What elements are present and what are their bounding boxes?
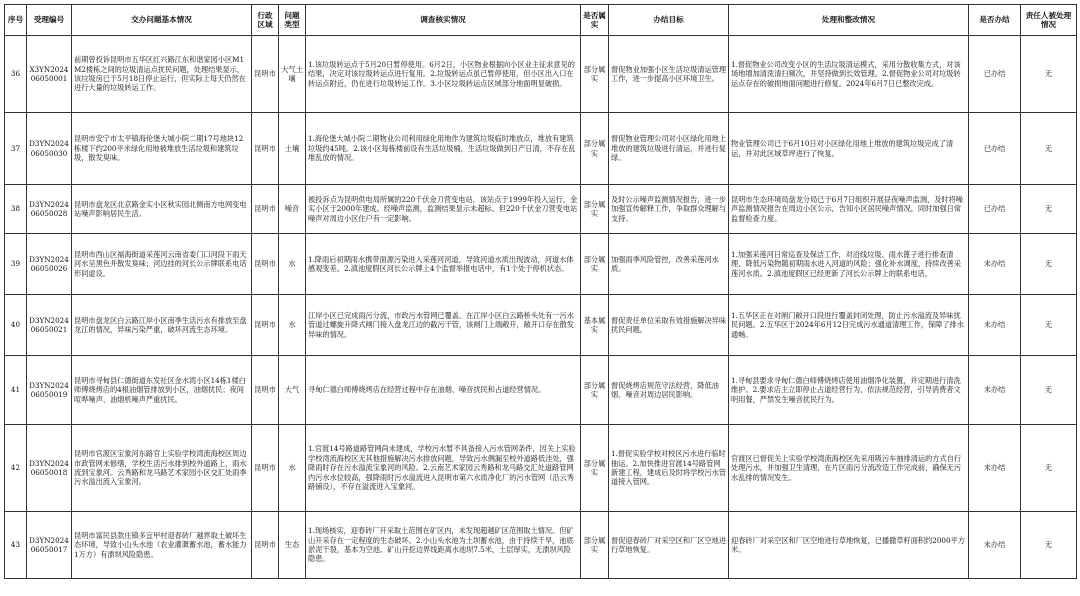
cell-basic: 昆明市盘龙区北京路金实小区秋实园北侧南方电网变电站噪声影响居民生活。: [72, 185, 252, 234]
cell-accountability: 无: [1021, 185, 1077, 234]
cell-closed: 已办结: [969, 36, 1021, 113]
table-row: [5, 295, 1077, 356]
cell-investigation: 1.官渡14号路道路管网尚未建成，学校污水暂不具备接入污水管网条件，因关上实验学校湾流海校区无其他措施解决污水排放问题，导致污水侧漏至校外道路低洼处，强降雨时存在污水溢流宝象河的风险。2.云南艺术家园云秀路和龙马路交汇处道路管网内污水水位较高，强降雨时污水溢流进入昆明市第六水质净化厂的污水管网（沿云秀路铺设），不存在溢流进入宝象河。: [306, 425, 581, 512]
cell-verified: 部分属实: [581, 425, 609, 512]
cell-accountability: 无: [1021, 356, 1077, 425]
cell-verified: 部分属实: [581, 185, 609, 234]
table-row: [5, 234, 1077, 295]
cell-code: X3YN2024 06050001: [27, 36, 72, 113]
cell-rectification: 1.加强采莲河日常巡查及保洁工作，对沿线垃圾、雨水篦子进行排查清理，降低污染物随初期雨水进入河道的风险；强化补水调度，持续改善采莲河水质。2.滇池度假区已经更新了河长公示牌上的联系电话。: [729, 234, 969, 295]
cell-no: 37: [5, 113, 27, 185]
cell-closed: 未办结: [969, 234, 1021, 295]
cell-goal: 1.督促实验学校对校区污水进行临时抽运。2.加快推进官渡14号路管网新建工程，建成后及时将学校污水管道接入管网。: [609, 425, 729, 512]
cell-type: 水: [279, 295, 306, 356]
cell-region: 昆明市: [252, 425, 279, 512]
cell-type: 大气土壤: [279, 36, 306, 113]
table-row: [5, 113, 1077, 185]
cell-no: 40: [5, 295, 27, 356]
case-table: [4, 4, 1077, 579]
cell-region: 昆明市: [252, 356, 279, 425]
cell-rectification: 物业管理公司已于6月10日对小区绿化用地上堆放的建筑垃圾完成了清运，并对此区域草坪进行了恢复。: [729, 113, 969, 185]
cell-code: D3YN2024 06050018: [27, 425, 72, 512]
header-no: 序号: [5, 5, 27, 36]
cell-investigation: 1.现场核实，迎春砖厂开采取土范围在矿区内，未发现超越矿区范围取土情况。但矿山开采存在一定程度的生态破坏。2.小山头水池为土坝蓄水池，由于持续干旱，池底淤泥干裂，基本为空池。矿山开挖边界线距离水池坝7.5米，土层厚实，无溃坝风险隐患。: [306, 512, 581, 579]
header-accountability: 责任人被处理情况: [1021, 5, 1077, 36]
cell-goal: 督促责任单位采取有效措施解决异味扰民问题。: [609, 295, 729, 356]
cell-investigation: 1.降雨后初期雨水携带面源污染进入采莲河河道，导致河道水质出现波动，河道水体感观变差。2.滇池度假区河长公示牌上4个监督举报电话中，有1个处于停机状态。: [306, 234, 581, 295]
cell-region: 昆明市: [252, 113, 279, 185]
cell-closed: 未办结: [969, 425, 1021, 512]
cell-goal: 督促烧烤店规范守法经营，降低油烟、噪音对周边居民影响。: [609, 356, 729, 425]
header-basic: 交办问题基本情况: [72, 5, 252, 36]
cell-closed: 已办结: [969, 185, 1021, 234]
cell-accountability: 无: [1021, 512, 1077, 579]
header-region: 行政区域: [252, 5, 279, 36]
table-row: [5, 356, 1077, 425]
header-type: 问题类型: [279, 5, 306, 36]
table-row: [5, 185, 1077, 234]
cell-basic: 前期曾投诉昆明市五华区红兴路江东和谐家园小区M1M2楼栋之间的垃圾清运点扰民问题，处理结果显示，该垃圾房已于5月18日停止运行，但实际上每天仍然在进行大量的垃圾转运工作。: [72, 36, 252, 113]
cell-type: 土壤: [279, 113, 306, 185]
cell-investigation: 1.该垃圾转运点于5月20日暂停使用。6月2日，小区物业根据向小区业主征求意见的结果，决定对该垃圾转运点进行复用。2.垃圾转运点虽已暂停使用，但小区出入口在转运点附近，仍在进行垃圾转运工作。3.小区垃圾转运点区域部分地面明显破损。: [306, 36, 581, 113]
cell-accountability: 无: [1021, 113, 1077, 185]
cell-no: 39: [5, 234, 27, 295]
cell-verified: 部分属实: [581, 512, 609, 579]
cell-investigation: 被投诉点为昆明供电局所属的220千伏金刀营变电站，该站点于1999年投入运行，金实小区于2000年建成。经噪声监测，监测结果显示未超标。但220千伏金刀营变电站噪声对周边小区住户有一定影响。: [306, 185, 581, 234]
table-row: [5, 36, 1077, 113]
cell-no: 42: [5, 425, 27, 512]
cell-region: 昆明市: [252, 234, 279, 295]
cell-goal: 加强雨季风险管控，改善采莲河水质。: [609, 234, 729, 295]
cell-goal: 督促物业管理公司对小区绿化用地上堆放的建筑垃圾进行清运，并进行复绿。: [609, 113, 729, 185]
cell-closed: 未办结: [969, 512, 1021, 579]
cell-rectification: 官渡区已督促关上实验学校湾流海校区先采用吸污车抽排清运的方式自行处理污水，并加强卫生清理，在片区雨污分流改造工作完成前，确保无污水乱排的情况发生。: [729, 425, 969, 512]
cell-closed: 已办结: [969, 113, 1021, 185]
cell-no: 38: [5, 185, 27, 234]
header-code: 受理编号: [27, 5, 72, 36]
cell-code: D3YN2024 06050021: [27, 295, 72, 356]
cell-code: D3YN2024 06050030: [27, 113, 72, 185]
cell-accountability: 无: [1021, 36, 1077, 113]
cell-region: 昆明市: [252, 185, 279, 234]
cell-accountability: 无: [1021, 234, 1077, 295]
cell-accountability: 无: [1021, 295, 1077, 356]
cell-type: 生态: [279, 512, 306, 579]
cell-rectification: 1.督促物业公司改变小区的生活垃圾清运模式，采用分散收集方式，对该场地增加清洗清扫频次，并坚持做到长效管理。2.督促物业公司对垃圾转运点存在的破损地面问题进行修复。2024年6月7日已整改完成。: [729, 36, 969, 113]
cell-type: 水: [279, 234, 306, 295]
cell-basic: 昆明市官渡区宝象河东路官上实验学校湾流海校区周边市政管网未修缮，学校生活污水排到校外道路上，雨水流到宝象河。云秀路和龙马路艺术家园小区交汇处雨季污水溢出流入宝象河。: [72, 425, 252, 512]
cell-code: D3YN2024 06050028: [27, 185, 72, 234]
cell-region: 昆明市: [252, 295, 279, 356]
cell-goal: 督促物业加强小区生活垃圾清运管理工作，进一步提高小区环境卫生。: [609, 36, 729, 113]
cell-basic: 昆明市盘龙区白云路江岸小区南季生活污水有排放至盘龙江的情况，异味污染严重，破坏河流生态环境。: [72, 295, 252, 356]
cell-no: 43: [5, 512, 27, 579]
header-rectification: 处理和整改情况: [729, 5, 969, 36]
cell-code: D3YN2024 06050019: [27, 356, 72, 425]
cell-rectification: 昆明市生态环境局盘龙分局已于6月7日组织开展昼夜噪声监测，及时将噪声监测情况报告在周边小区公示，告知小区居民噪声情况，同时加强日常监督检查力度。: [729, 185, 969, 234]
cell-region: 昆明市: [252, 512, 279, 579]
cell-code: D3YN2024 06050026: [27, 234, 72, 295]
table-row: [5, 425, 1077, 512]
cell-basic: 昆明市寻甸县仁德街道东发社区金水湾小区14栋1楼白师傅烧烤店的4根油烟管排放到小区，油烟扰民；夜间喧哗噪声、油烟机噪声严重扰民。: [72, 356, 252, 425]
cell-no: 36: [5, 36, 27, 113]
cell-investigation: 1.海伦堡大城小院二期物业公司利用绿化用地作为建筑垃圾临时堆放点，堆放有建筑垃圾约45吨。2.该小区每栋楼前设有生活垃圾桶，生活垃圾做到日产日清，不存在乱堆乱放的情况。: [306, 113, 581, 185]
cell-verified: 部分属实: [581, 356, 609, 425]
header-closed: 是否办结: [969, 5, 1021, 36]
cell-region: 昆明市: [252, 36, 279, 113]
cell-code: D3YN2024 06050017: [27, 512, 72, 579]
cell-verified: 基本属实: [581, 295, 609, 356]
cell-type: 噪音: [279, 185, 306, 234]
cell-type: 大气: [279, 356, 306, 425]
header-investigation: 调查核实情况: [306, 5, 581, 36]
cell-closed: 未办结: [969, 356, 1021, 425]
table-row: [5, 512, 1077, 579]
cell-investigation: 江岸小区已完成雨污分流，市政污水管网已覆盖。在江岸小区白云路桥头处有一污水管道过螺旋升降式闸门接入盘龙江边的截污干管，该闸门上端敞开，敞开口存在散发异味的情况。: [306, 295, 581, 356]
cell-basic: 昆明市西山区福海街道采莲河云南省委门口河段下雨天河水呈黑色并散发臭味；河边挂的河长公示牌联系电话形同虚设。: [72, 234, 252, 295]
cell-type: 水: [279, 425, 306, 512]
cell-goal: 督促迎春砖厂对采空区和厂区空地进行草地恢复。: [609, 512, 729, 579]
header-goal: 办结目标: [609, 5, 729, 36]
cell-no: 41: [5, 356, 27, 425]
cell-rectification: 1.五华区正在对闸门敞开口段进行覆盖封闭处理，防止污水溢流及异味扰民问题。2.五华区于2024年6月12日完成污水通道清理工作，保障了排水通畅。: [729, 295, 969, 356]
header-row: [5, 5, 1077, 36]
cell-goal: 及时公示噪声监测情况报告，进一步加强宣传解释工作，争取群众理解与支持。: [609, 185, 729, 234]
header-verified: 是否属实: [581, 5, 609, 36]
cell-basic: 昆明市安宁市太平镇海伦堡大城小院二期17号地块12栋楼下约200平米绿化用地被堆放生活垃圾和建筑垃圾，散发臭味。: [72, 113, 252, 185]
cell-rectification: 1.寻甸县要求寻甸仁德白师傅烧烤店使用油烟净化装置，并定期进行清洗维护。2.要求店主立即停止占道经营行为，依法规范经营，引导消费者文明用餐，严禁发生噪音扰民行为。: [729, 356, 969, 425]
cell-verified: 部分属实: [581, 36, 609, 113]
cell-basic: 昆明市富民县款庄镇多宜甲村迎春砖厂越界取土破坏生态环境，导致小山头水池（农业灌溉蓄水池，蓄水能力1万方）有溃坝风险隐患。: [72, 512, 252, 579]
cell-closed: 未办结: [969, 295, 1021, 356]
cell-verified: 部分属实: [581, 234, 609, 295]
cell-rectification: 迎春砖厂对采空区和厂区空地进行草地恢复，已播撒草籽面积约2000平方米。: [729, 512, 969, 579]
cell-accountability: 无: [1021, 425, 1077, 512]
cell-verified: 部分属实: [581, 113, 609, 185]
cell-investigation: 寻甸仁德白师傅烧烤店在经营过程中存在油烟、噪音扰民和占道经营情况。: [306, 356, 581, 425]
